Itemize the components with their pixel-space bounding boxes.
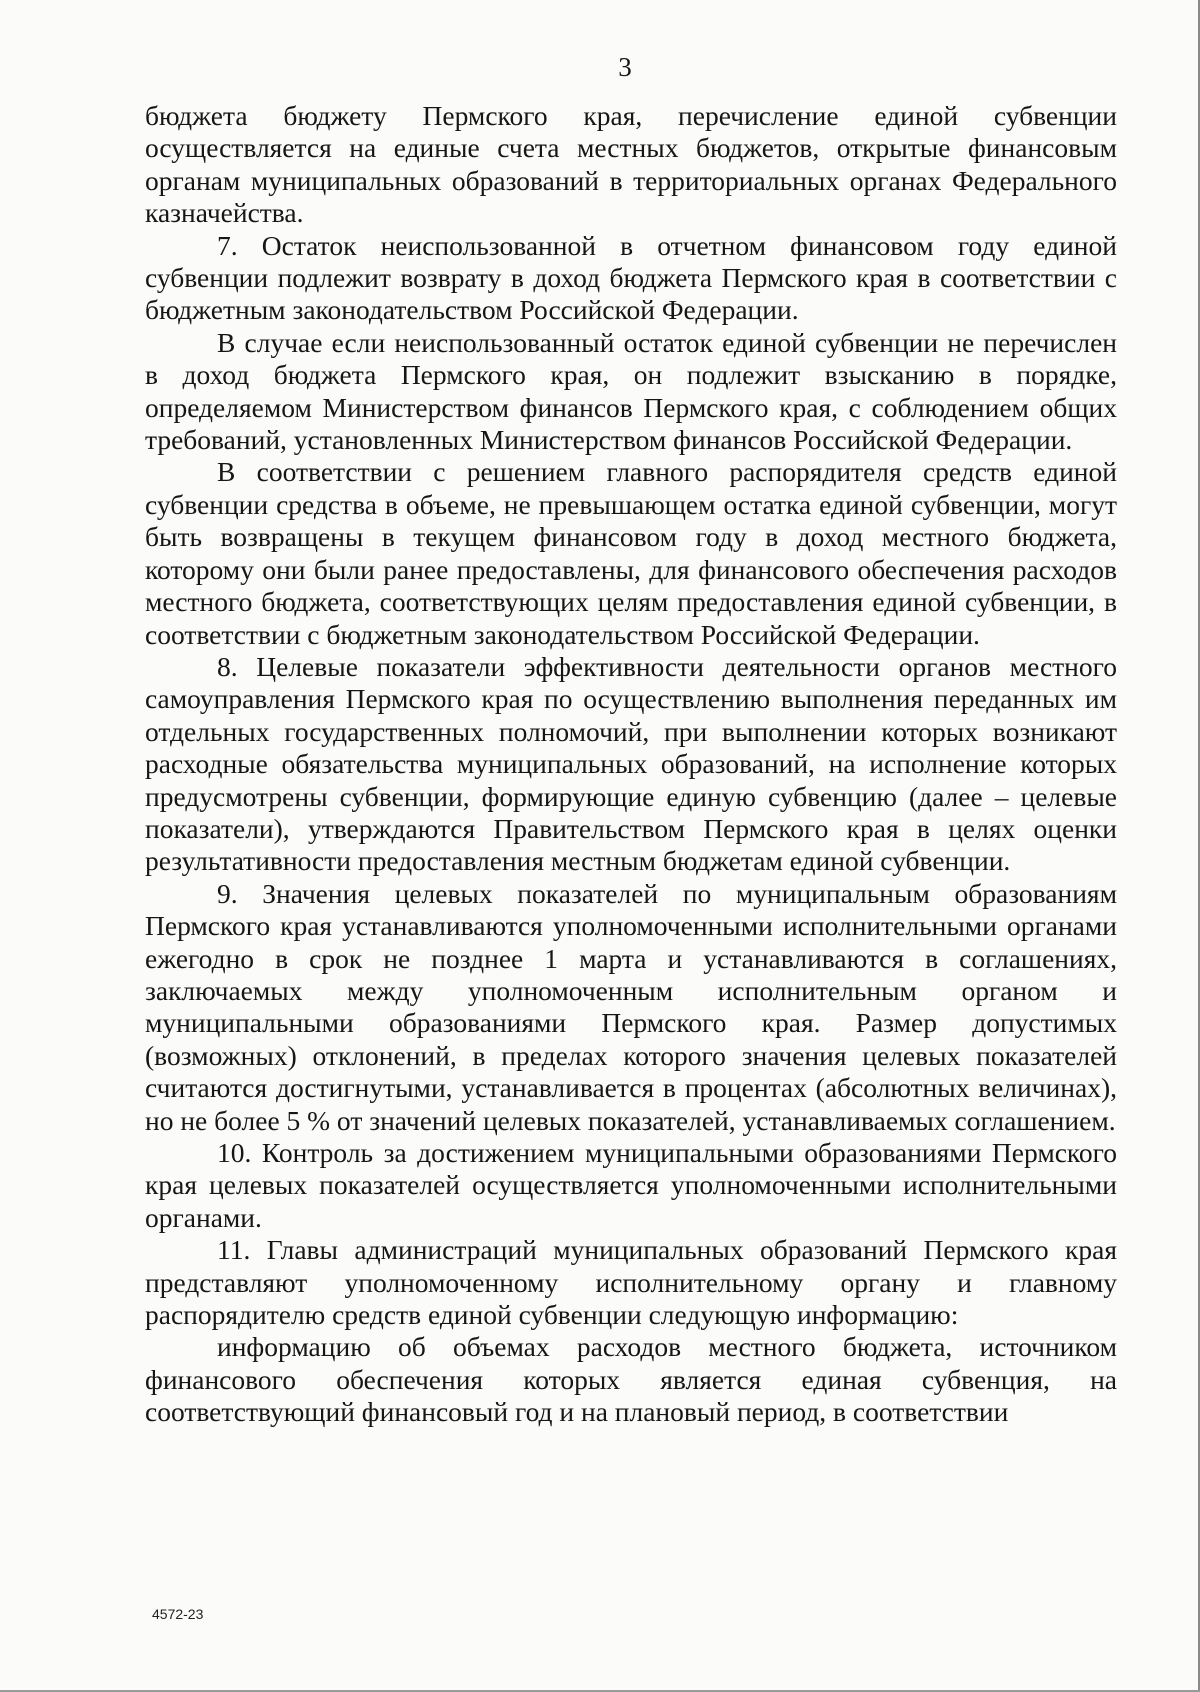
document-body — [145, 100, 1117, 1429]
paragraph-item-9: 9. Значения целевых показателей по муниципальным образованиям Пермского края устанавливаются уполномоченными исполнительными органами ежегодно в срок не позднее 1 марта и устанавливаются в соглашениях, заключаемых между уполномоченным исполнительным органом и муниципальными образованиями Пермского края. Размер допустимых (возможных) отклонений, в пределах которого значения целевых показателей считаются достигнутыми, устанавливается в процентах (абсолютных величинах), но не более 5 % от значений целевых показателей, устанавливаемых соглашением. — [145, 877, 1117, 1136]
paragraph-balance-return: В соответствии с решением главного распорядителя средств единой субвенции средства в объеме, не превышающем остатка единой субвенции, могут быть возвращены в текущем финансовом году в доход местного бюджета, которому они были ранее предоставлены, для финансового обеспечения расходов местного бюджета, соответствующих целям предоставления единой субвенции, в соответствии с бюджетным законодательством Российской Федерации. — [145, 456, 1117, 650]
paragraph-item-11: 11. Главы администраций муниципальных образований Пермского края представляют уполномоченному исполнительному органу и главному распорядителю средств единой субвенции следующую информацию: — [145, 1234, 1117, 1331]
paragraph-item-7: 7. Остаток неиспользованной в отчетном финансовом году единой субвенции подлежит возврату в доход бюджета Пермского края в соответствии с бюджетным законодательством Российской Федерации. — [145, 229, 1117, 326]
paragraph-expense-information: информацию об объемах расходов местного бюджета, источником финансового обеспечения которых является единая субвенция, на соответствующий финансовый год и на плановый период, в соответствии — [145, 1331, 1117, 1428]
document-code: 4572-23 — [152, 1606, 204, 1622]
paragraph-unused-balance-recovery: В случае если неиспользованный остаток единой субвенции не перечислен в доход бюджета Пермского края, он подлежит взысканию в порядке, определяемом Министерством финансов Пермского края, с соблюдением общих требований, установленных Министерством финансов Российской Федерации. — [145, 326, 1117, 456]
paragraph-item-10: 10. Контроль за достижением муниципальными образованиями Пермского края целевых показателей осуществляется уполномоченными исполнительными органами. — [145, 1137, 1117, 1233]
paragraph-continuation: бюджета бюджету Пермского края, перечисление единой субвенции осуществляется на единые счета местных бюджетов, открытые финансовым органам муниципальных образований в территориальных органах Федерального казначейства. — [145, 100, 1117, 229]
page-number: 3 — [618, 52, 632, 82]
paragraph-item-8: 8. Целевые показатели эффективности деятельности органов местного самоуправления Пермского края по осуществлению выполнения переданных им отдельных государственных полномочий, при выполнении которых возникают расходные обязательства муниципальных образований, на исполнение которых предусмотрены субвенции, формирующие единую субвенцию (далее – целевые показатели), утверждаются Правительством Пермского края в целях оценки результативности предоставления местным бюджетам единой субвенции. — [145, 650, 1117, 877]
